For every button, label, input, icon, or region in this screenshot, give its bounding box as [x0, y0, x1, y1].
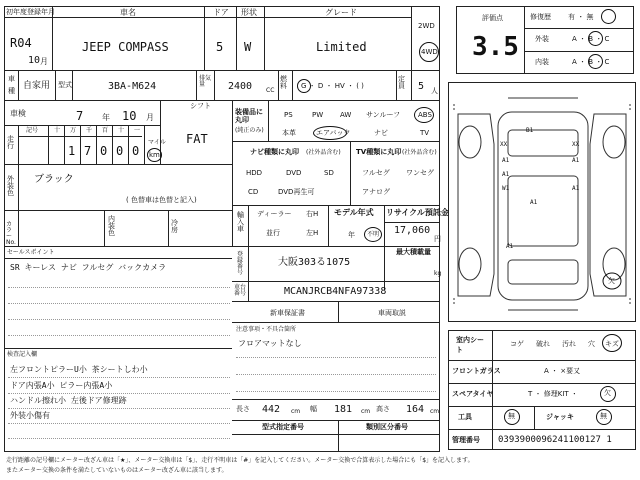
vin-label: 車台番号 — [234, 284, 247, 297]
digit-header-1: 十 — [54, 127, 61, 134]
mileage-digit-1: 1 — [68, 144, 76, 158]
fuel-label: 燃料 — [280, 75, 287, 90]
seat-hole: 穴 — [588, 340, 595, 348]
color-change-note: ( 色替車は色替と記入) — [126, 196, 197, 204]
usage-label-2: 種 — [8, 87, 15, 95]
mileage-digit-2: 7 — [84, 144, 92, 158]
grade-label: グレード — [325, 8, 357, 17]
caution-label: 注意事項・不具合箇所 — [236, 326, 297, 333]
repair-history-label: 修復歴 — [530, 13, 551, 21]
mileage-digit-3: 0 — [100, 144, 108, 158]
mile-label: マイル — [148, 139, 166, 146]
shift-label: シフト — [190, 102, 211, 110]
equip-navi: ナビ — [374, 129, 388, 137]
tv-type-sublabel: (社外品含む) — [402, 149, 437, 156]
type-cert-label: 型式指定番号 — [262, 423, 304, 431]
max-load-label: 最大積載量 — [396, 248, 431, 256]
shaken-year-unit: 年 — [102, 113, 110, 122]
registration-month-unit: 月 — [40, 57, 48, 66]
diagram-mark-b1: B1 — [526, 127, 534, 134]
inspector-note-1: 左フロントピラーU小 茶シートしわ小 — [10, 365, 148, 374]
registration-label: 登録番号 — [237, 251, 244, 276]
seat-scratch: キズ — [605, 340, 619, 348]
exterior-color-label: 外装色 — [7, 175, 14, 197]
caution-value: フロアマットなし — [238, 339, 302, 348]
import-right-hand: 右H — [306, 210, 319, 218]
nav-dvd-play: DVD再生可 — [278, 188, 315, 196]
first-registration-label: 初年度登録年月 — [6, 8, 55, 16]
footer-note-2: またメーター交換の条件を満たしていないものはメーター改ざん車に該当します。 — [6, 467, 228, 474]
front-glass-label: フロントガラス — [452, 367, 501, 375]
diagram-mark-a1-6: A1 — [506, 243, 514, 250]
model-value: 3BA-M624 — [108, 81, 157, 92]
equip-airbag: エアバック — [316, 129, 351, 137]
digit-header-2: 万 — [70, 127, 77, 134]
spare-tire-options: T ・ 修理KIT ・ — [528, 390, 578, 398]
length-label: 長さ — [236, 405, 250, 413]
import-dealer: ディーラー — [257, 210, 292, 218]
inspector-note-2: ドア内張A小 ピラー内張A小 — [10, 381, 113, 390]
equip-aw: AW — [340, 111, 352, 119]
nav-dvd: DVD — [286, 169, 302, 177]
import-left-hand: 左H — [306, 229, 319, 237]
recycle-deposit-value: 17,060 — [394, 225, 431, 236]
usage-label-1: 車 — [8, 75, 15, 83]
digit-header-0: 記号 — [26, 127, 39, 134]
grade: Limited — [316, 40, 367, 54]
registration-value: 大阪303る1075 — [278, 257, 351, 268]
equip-pw: PW — [312, 111, 324, 119]
model-year-unit: 年 — [348, 231, 355, 239]
car-name-label: 車名 — [120, 8, 136, 17]
score-value: 3.5 — [472, 32, 519, 62]
drive-2wd: 2WD — [418, 22, 435, 30]
nav-type-label: ナビ種類に丸印 — [250, 148, 299, 156]
mileage-unit: km — [149, 151, 160, 159]
diagram-mark-a1-4: A1 — [572, 185, 580, 192]
score-label: 評価点 — [482, 14, 503, 22]
doors: 5 — [216, 40, 224, 54]
tv-fullseg: フルセグ — [362, 169, 390, 177]
aircon-label: 冷房 — [171, 219, 178, 234]
length-unit: cm — [291, 408, 301, 415]
color-number-label: カラーNo. — [6, 221, 16, 246]
diagram-mark-a1-2: A1 — [572, 157, 580, 164]
capacity-value: 5 — [418, 81, 425, 92]
height-unit: cm — [430, 408, 440, 415]
management-number: 0393900096241100127 1 — [498, 435, 612, 445]
digit-header-4: 百 — [102, 127, 109, 134]
shaken-month-unit: 月 — [146, 113, 154, 122]
mileage-digit-4: 0 — [116, 144, 124, 158]
inspector-note-3: ハンドル擦れ小 左後ドア修理跡 — [10, 396, 127, 405]
nav-cd: CD — [248, 188, 259, 196]
mileage-label: 走行 — [7, 135, 14, 150]
import-parallel: 並行 — [266, 229, 280, 237]
displacement-unit: CC — [266, 87, 275, 94]
width-unit: cm — [361, 408, 371, 415]
shift-value: FAT — [186, 132, 208, 146]
capacity-unit: 人 — [431, 87, 438, 95]
repair-history-circle — [601, 9, 616, 24]
interior-grade-options: A ・ B ・ C — [572, 58, 610, 66]
digit-header-3: 千 — [86, 127, 93, 134]
shaken-label: 車検 — [10, 109, 26, 118]
spare-tire-label: スペアタイヤ — [452, 390, 494, 398]
diagram-mark-xx-right: XX — [572, 141, 580, 148]
equipment-sublabel: (純正のみ) — [235, 127, 264, 134]
import-label: 輸入車 — [237, 211, 244, 233]
equip-leather: 本革 — [282, 129, 296, 137]
fuel-options: G ・ D ・ HV ・ ( ) — [301, 82, 364, 90]
recycle-yen: 円 — [434, 235, 441, 243]
digit-header-6: 一 — [134, 127, 141, 134]
vin-value: MCANJRCB4NFA97338 — [284, 286, 387, 297]
jack-selected: 無 — [600, 412, 607, 420]
inspector-notes-label: 検査記入欄 — [7, 351, 38, 358]
tools-label: 工具 — [458, 413, 472, 421]
tv-analog: アナログ — [362, 188, 390, 196]
exterior-grade-circle — [588, 31, 603, 46]
tv-oneseg: ワンセグ — [406, 169, 434, 177]
new-car-warranty: 新車保証書 — [270, 309, 305, 317]
registration-month: 10 — [28, 55, 41, 66]
doors-label: ドア — [213, 8, 229, 17]
jack-label: ジャッキ — [546, 413, 574, 421]
front-glass-options: A ・ ×要又 — [544, 367, 581, 375]
diagram-mark-missing: 欠 — [608, 277, 615, 285]
diagram-mark-a1-5: A1 — [530, 199, 538, 206]
seat-dirt: 汚れ — [562, 340, 576, 348]
usage-value: 自家用 — [23, 81, 51, 91]
nav-hdd: HDD — [246, 169, 263, 177]
recycle-deposit-label: リサイクル預託金 — [386, 208, 449, 217]
equip-ps: PS — [284, 111, 293, 119]
diagram-mark-a1-3: A1 — [502, 171, 510, 178]
seat-tear: 破れ — [536, 340, 550, 348]
car-name: JEEP COMPASS — [82, 40, 169, 54]
diagram-mark-w1: W1 — [502, 185, 510, 192]
exterior-color-value: ブラック — [34, 174, 74, 185]
displacement-label: 排気量 — [199, 75, 212, 88]
shape: W — [244, 40, 252, 54]
shaken-year: 7 — [76, 109, 84, 123]
nav-type-sublabel: (社外品含む) — [306, 149, 341, 156]
repair-history-options: 有 ・ 無 — [568, 13, 594, 21]
management-number-label: 管理番号 — [452, 436, 480, 444]
exterior-grade-options: A ・ B ・ C — [572, 35, 610, 43]
digit-header-5: 十 — [118, 127, 125, 134]
registration-year: R04 — [10, 36, 32, 50]
length-value: 442 — [262, 404, 281, 415]
tools-selected: 無 — [508, 412, 515, 420]
drive-4wd: 4WD — [421, 48, 438, 56]
equip-tv: TV — [420, 129, 430, 137]
inspector-note-4: 外装小傷有 — [10, 411, 50, 420]
displacement-value: 2400 — [228, 81, 253, 92]
height-label: 高さ — [376, 405, 390, 413]
vehicle-manual: 車両取説 — [378, 309, 406, 317]
shape-label: 形状 — [241, 8, 257, 17]
nav-sd: SD — [324, 169, 334, 177]
tv-type-label: TV種類に丸印 — [356, 148, 402, 156]
max-load-unit: kg — [434, 270, 442, 277]
equip-abs: ABS — [418, 111, 432, 119]
sales-points-label: セールスポイント — [7, 249, 55, 256]
equip-sunroof: サンルーフ — [366, 111, 401, 119]
interior-color-label: 内装色 — [108, 215, 115, 237]
car-body-diagram — [450, 84, 634, 320]
sales-points-value: SR キーレス ナビ フルセグ バックカメラ — [10, 263, 167, 272]
capacity-label: 定員 — [398, 75, 405, 90]
height-value: 164 — [406, 404, 425, 415]
model-label: 型式 — [58, 81, 72, 89]
width-label: 幅 — [310, 405, 317, 413]
interior-grade-label: 内装 — [535, 58, 549, 66]
footer-note-1: 走行距離の記号欄にメーター改ざん車は「★」、メーター交換車は「$」、走行不明車は「#」を記入してください。メーター交換で合算表示した場合にも「$」を記入します。 — [6, 457, 474, 464]
interior-grade-circle — [588, 54, 603, 69]
model-year-unknown: 不明 — [367, 231, 380, 238]
class-number-label: 類別区分番号 — [366, 423, 408, 431]
diagram-mark-xx-left: XX — [500, 141, 508, 148]
width-value: 181 — [334, 404, 353, 415]
model-year-label: モデル年式 — [334, 208, 374, 217]
exterior-grade-label: 外装 — [535, 35, 549, 43]
spare-tire-selected: 欠 — [604, 389, 611, 397]
interior-seat-label: 室内シート — [456, 336, 484, 354]
shaken-month: 10 — [122, 109, 137, 123]
mileage-digit-5: 0 — [132, 144, 140, 158]
diagram-mark-a1-1: A1 — [502, 157, 510, 164]
seat-burn: コゲ — [510, 340, 524, 348]
equipment-label: 装備品に丸印 — [235, 108, 263, 125]
